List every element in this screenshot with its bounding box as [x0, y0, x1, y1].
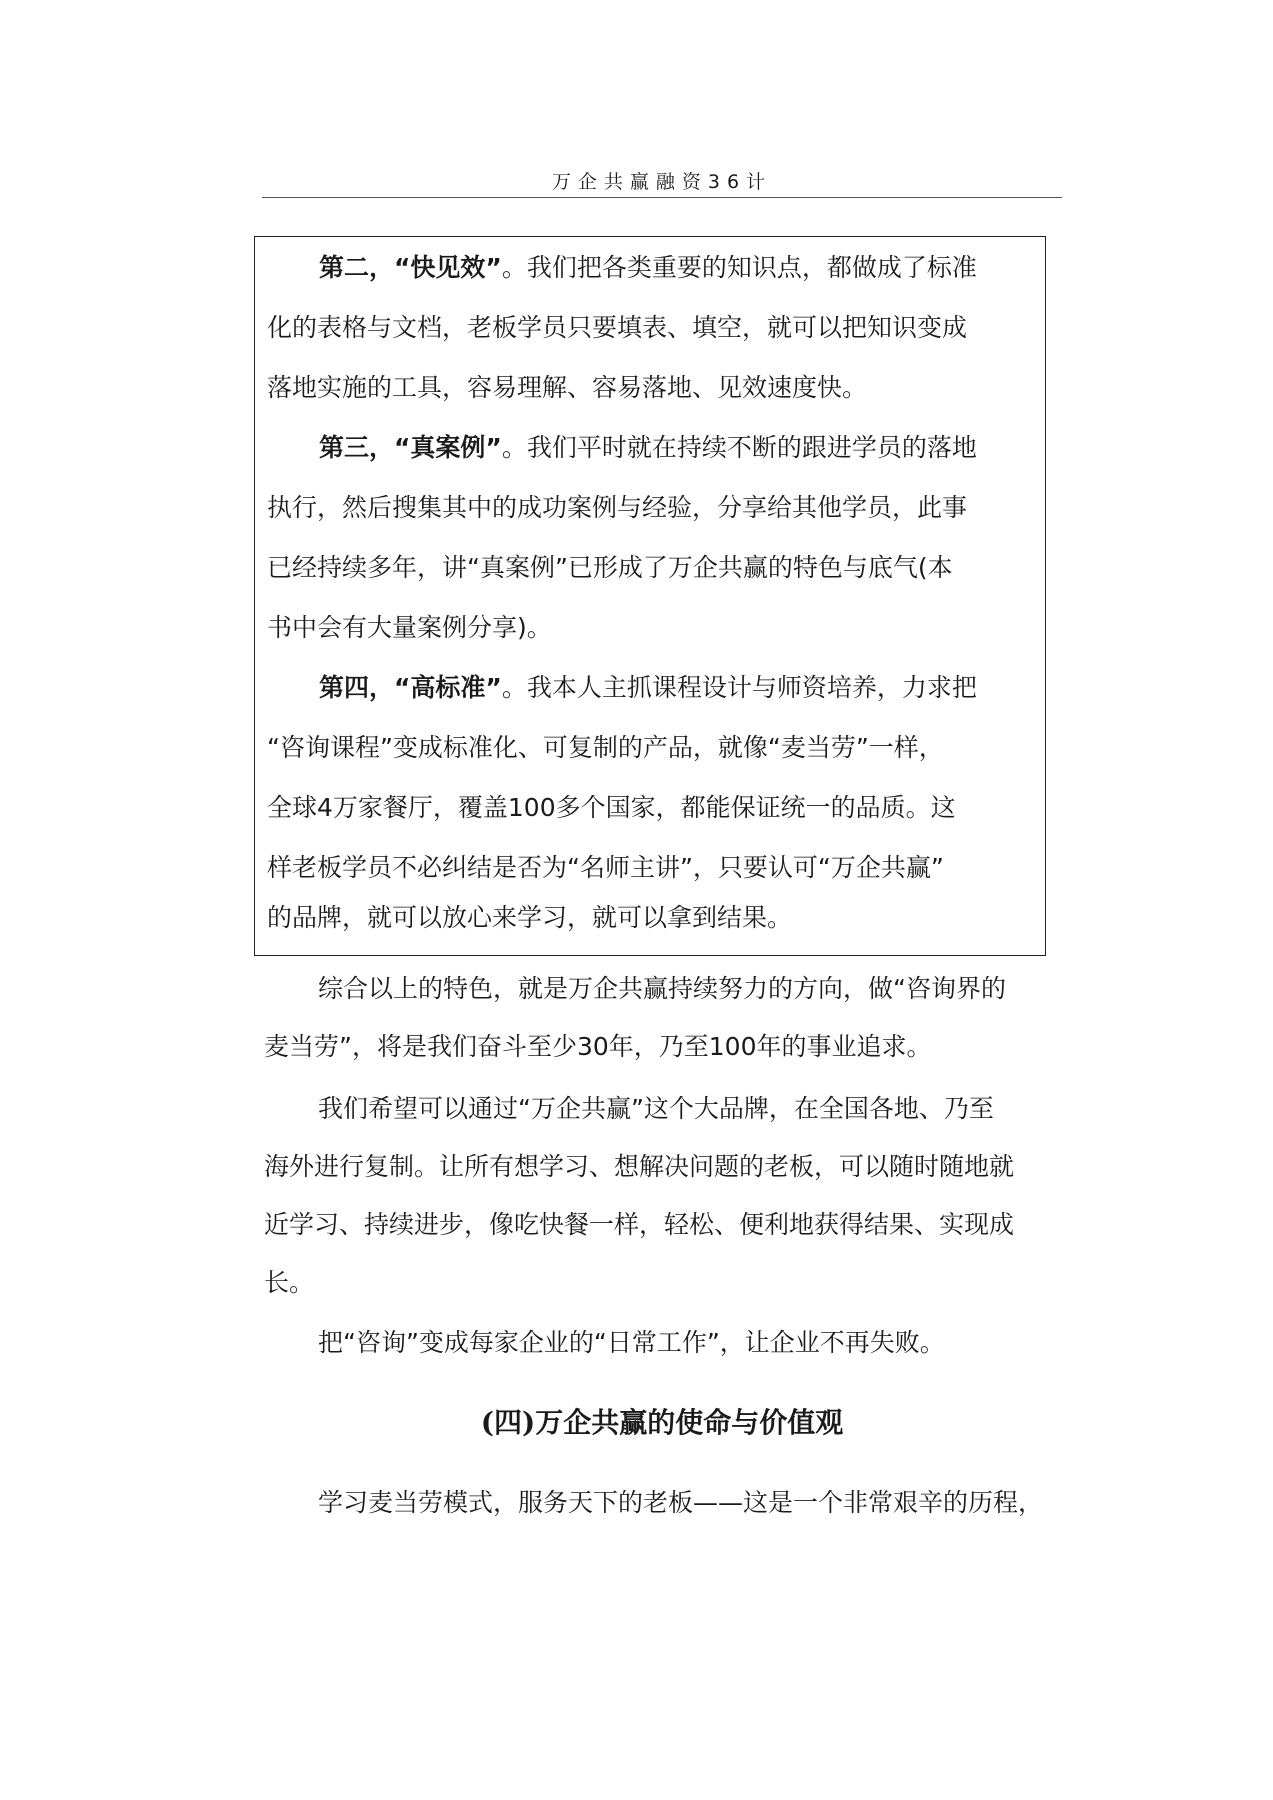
box-para4-line3: 全球4万家餐厅，覆盖100多个国家，都能保证统一的品质。这 [267, 793, 956, 822]
box-para3-line2: 执行，然后搜集其中的成功案例与经验，分享给其他学员，此事 [267, 493, 968, 522]
box-para3-line1-rest: 。我们平时就在持续不断的跟进学员的落地 [501, 433, 977, 462]
header-rule [262, 197, 1062, 198]
body-para3-line1: 把“咨询”变成每家企业的“日常工作”，让企业不再失败。 [318, 1328, 945, 1357]
box-para2-line2: 化的表格与文档，老板学员只要填表、填空，就可以把知识变成 [267, 313, 968, 342]
highlight-box [254, 236, 1046, 956]
box-para2-line1-rest: 。我们把各类重要的知识点，都做成了标准 [501, 253, 977, 282]
box-para2-lead: 第二，“快见效” [319, 253, 502, 282]
running-header-title: 万企共赢融资36计 [551, 171, 773, 193]
section-heading: (四)万企共赢的使命与价值观 [480, 1406, 844, 1439]
body-para2-line3: 近学习、持续进步，像吃快餐一样，轻松、便利地获得结果、实现成 [264, 1210, 1015, 1239]
box-para3-line1 [319, 431, 977, 465]
box-para2-line1 [319, 251, 977, 285]
body-para2-line4: 长。 [264, 1268, 315, 1297]
body-para2-line1: 我们希望可以通过“万企共赢”这个大品牌，在全国各地、乃至 [318, 1094, 994, 1123]
box-para4-line2: “咨询课程”变成标准化、可复制的产品，就像“麦当劳”一样， [267, 733, 944, 762]
box-para4-line1-rest: 。我本人主抓课程设计与师资培养，力求把 [501, 673, 977, 702]
body-para1-line1: 综合以上的特色，就是万企共赢持续努力的方向，做“咨询界的 [318, 974, 1006, 1003]
box-para3-line4: 书中会有大量案例分享)。 [267, 613, 552, 642]
box-para3-lead: 第三，“真案例” [319, 433, 502, 462]
box-para4-line1 [319, 671, 977, 705]
body-para1-line2: 麦当劳”，将是我们奋斗至少30年，乃至100年的事业追求。 [264, 1032, 932, 1061]
box-para4-line5: 的品牌，就可以放心来学习，就可以拿到结果。 [267, 903, 793, 932]
box-para4-line4: 样老板学员不必纠结是否为“名师主讲”，只要认可“万企共赢” [267, 853, 944, 882]
box-para4-lead: 第四，“高标准” [319, 673, 502, 702]
body-para4-line1: 学习麦当劳模式，服务天下的老板——这是一个非常艰辛的历程， [318, 1488, 1044, 1517]
box-para2-line3: 落地实施的工具，容易理解、容易落地、见效速度快。 [267, 373, 868, 402]
body-para2-line2: 海外进行复制。让所有想学习、想解决问题的老板，可以随时随地就 [264, 1152, 1015, 1181]
box-para3-line3: 已经持续多年，讲“真案例”已形成了万企共赢的特色与底气(本 [267, 553, 953, 582]
